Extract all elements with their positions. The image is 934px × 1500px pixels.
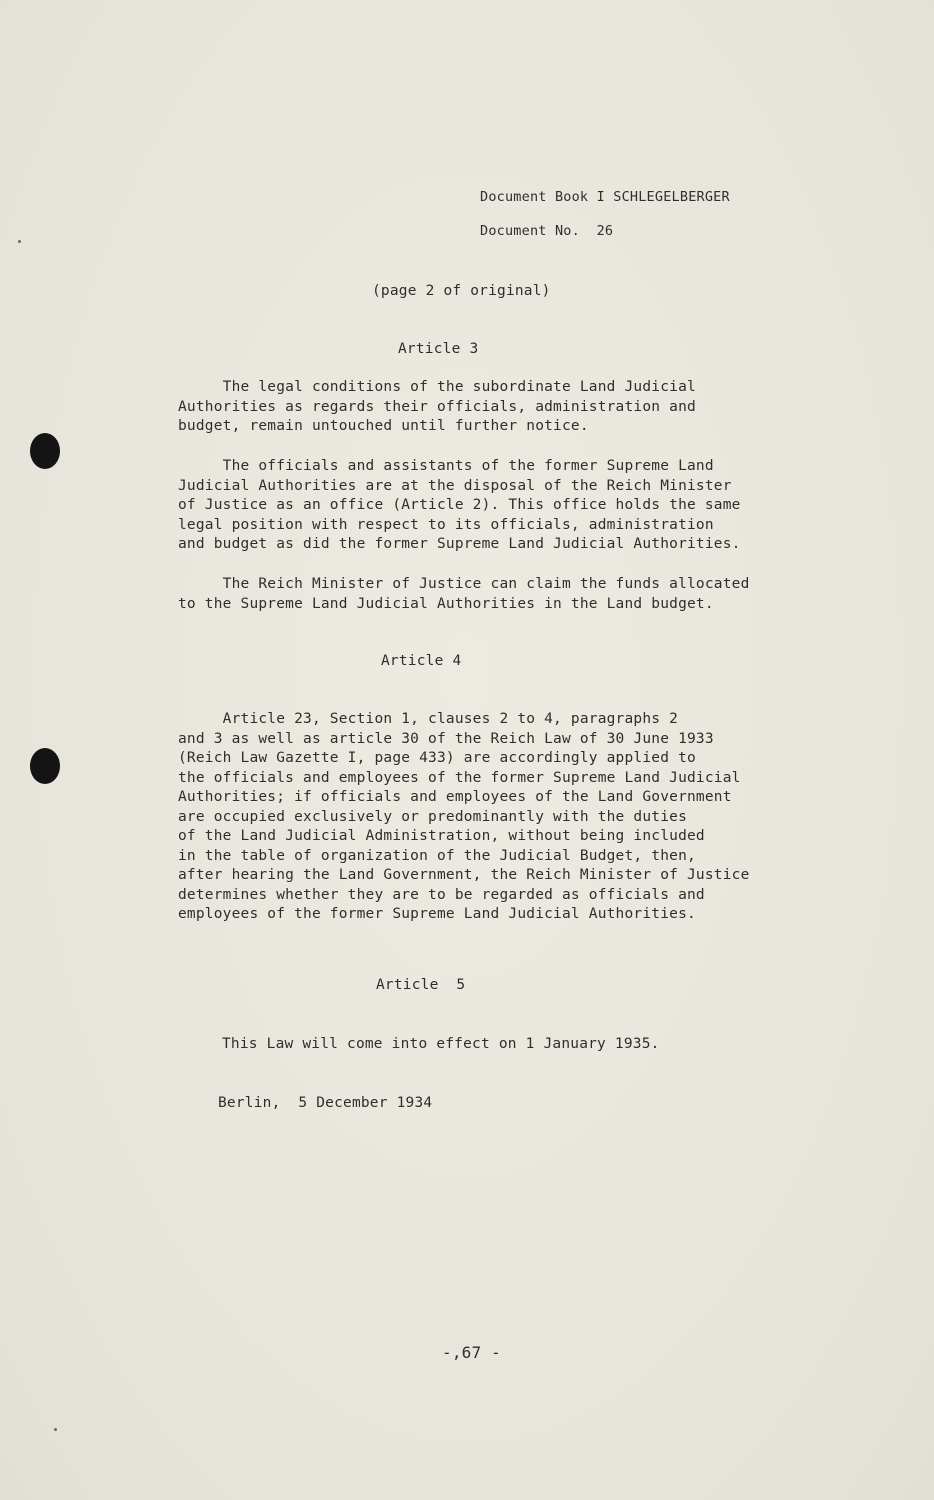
text-line: legal position with respect to its officials, administration bbox=[178, 516, 714, 533]
text-line: to the Supreme Land Judicial Authorities in the Land budget. bbox=[178, 595, 714, 612]
article-3-paragraph-1 bbox=[178, 378, 696, 437]
text-line: The legal conditions of the subordinate Land Judicial bbox=[178, 379, 696, 395]
document-number: Document No. 26 bbox=[480, 223, 614, 239]
text-line: and budget as did the former Supreme Land Judicial Authorities. bbox=[178, 536, 741, 552]
article-5-title: Article 5 bbox=[376, 977, 466, 993]
article-3-title: Article 3 bbox=[398, 341, 479, 357]
signature-line: Berlin, 5 December 1934 bbox=[218, 1095, 433, 1111]
text-line: after hearing the Land Government, the Reich Minister of Justice bbox=[178, 867, 750, 883]
text-line: of the Land Judicial Administration, without being included bbox=[178, 828, 705, 844]
text-line: determines whether they are to be regarded as officials and bbox=[178, 886, 705, 903]
text-line: The officials and assistants of the former Supreme Land bbox=[178, 458, 714, 474]
punch-hole-top bbox=[30, 433, 60, 469]
article-5-text: This Law will come into effect on 1 January 1935. bbox=[222, 1036, 660, 1052]
article-3-paragraph-2 bbox=[178, 457, 741, 555]
text-line: Authorities; if officials and employees of the Land Government bbox=[178, 789, 732, 805]
text-line: employees of the former Supreme Land Judicial Authorities. bbox=[178, 906, 696, 922]
text-line: are occupied exclusively or predominantly with the duties bbox=[178, 808, 687, 825]
text-line: the officials and employees of the former Supreme Land Judicial bbox=[178, 769, 741, 786]
paper-speck bbox=[54, 1428, 57, 1431]
document-book-header: Document Book I SCHLEGELBERGER bbox=[480, 189, 730, 205]
text-line: budget, remain untouched until further notice. bbox=[178, 418, 589, 434]
text-line: and 3 as well as article 30 of the Reich Law of 30 June 1933 bbox=[178, 730, 714, 747]
text-line: Judicial Authorities are at the disposal of the Reich Minister bbox=[178, 477, 732, 494]
paper-speck bbox=[18, 240, 21, 243]
article-3-paragraph-3 bbox=[178, 575, 750, 614]
text-line: Article 23, Section 1, clauses 2 to 4, paragraphs 2 bbox=[178, 711, 679, 727]
page-number: -,67 - bbox=[442, 1343, 501, 1362]
article-4-title: Article 4 bbox=[381, 653, 462, 669]
page-note: (page 2 of original) bbox=[372, 283, 551, 299]
article-4-paragraph-1 bbox=[178, 710, 750, 925]
text-line: (Reich Law Gazette I, page 433) are accordingly applied to bbox=[178, 750, 696, 766]
text-line: in the table of organization of the Judicial Budget, then, bbox=[178, 847, 696, 864]
text-line: Authorities as regards their officials, administration and bbox=[178, 398, 696, 415]
punch-hole-bottom bbox=[30, 748, 60, 784]
text-line: The Reich Minister of Justice can claim the funds allocated bbox=[178, 576, 750, 592]
text-line: of Justice as an office (Article 2). This office holds the same bbox=[178, 497, 741, 513]
